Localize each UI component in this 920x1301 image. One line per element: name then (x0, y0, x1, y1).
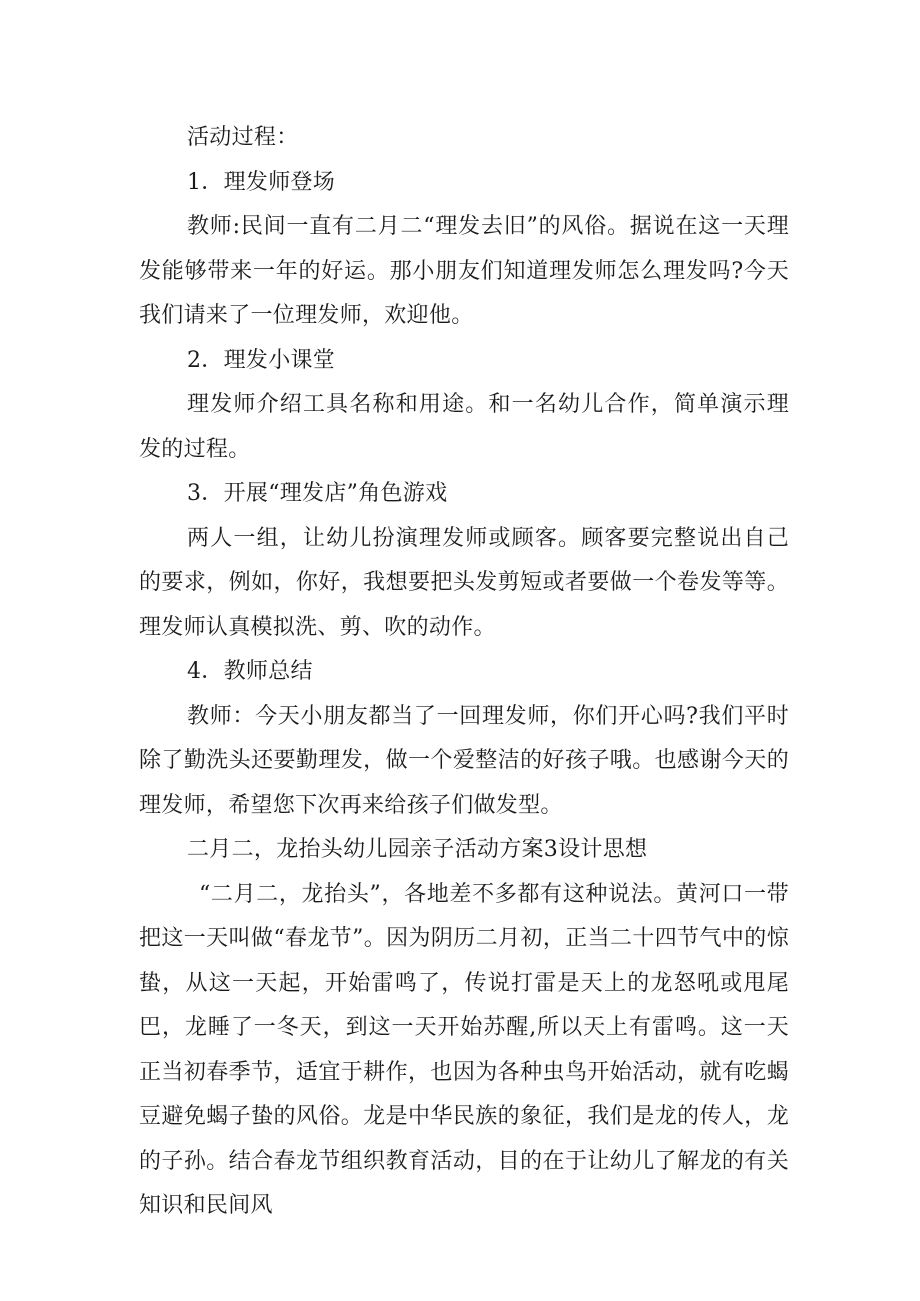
step-heading-barber-arrives: 1．理发师登场 (187, 169, 336, 195)
paragraph-design-idea: “二月二，龙抬头”，各地差不多都有这种说法。黄河口一带把这一天叫做“春龙节”。因为阴历二月初，正当二十四节气中的惊蛰，从这一天起，开始雷鸣了，传说打雷是天上的龙怒吼或甩尾巴，龙睡了一冬天，到这一天开始苏醒,所以天上有雷鸣。这一天正当初春季节，适宜于耕作，也因为各种虫鸟开始活动，就有吃蝎豆避免蝎子蛰的风俗。龙是中华民族的象征，我们是龙的传人，龙的子孙。结合春龙节组织教育活动，目的在于让幼儿了解龙的有关知识和民间风 (139, 881, 789, 1218)
step-heading-teacher-summary: 4．教师总结 (187, 659, 313, 684)
document-body (139, 116, 789, 1229)
section-heading-plan-3: 二月二，龙抬头幼儿园亲子活动方案3设计思想 (187, 837, 648, 862)
paragraph-teacher-intro: 教师:民间一直有二月二“理发去旧”的风俗。据说在这一天理发能够带来一年的好运。那小朋友们知道理发师怎么理发吗?今天我们请来了一位理发师，欢迎他。 (139, 214, 789, 328)
paragraph-teacher-summary: 教师：今天小朋友都当了一回理发师，你们开心吗?我们平时除了勤洗头还要勤理发，做一个爱整洁的好孩子哦。也感谢今天的理发师，希望您下次再来给孩子们做发型。 (139, 703, 789, 818)
section-heading-activity-process: 活动过程： (187, 125, 299, 150)
step-heading-role-play: 3．开展“理发店”角色游戏 (187, 481, 448, 506)
paragraph-role-play: 两人一组，让幼儿扮演理发师或顾客。顾客要完整说出自己的要求，例如，你好，我想要把头发剪短或者要做一个卷发等等。理发师认真模拟洗、剪、吹的动作。 (139, 525, 789, 640)
paragraph-barber-demo: 理发师介绍工具名称和用途。和一名幼儿合作，简单演示理发的过程。 (139, 392, 789, 462)
step-heading-barber-class: 2．理发小课堂 (187, 347, 336, 373)
